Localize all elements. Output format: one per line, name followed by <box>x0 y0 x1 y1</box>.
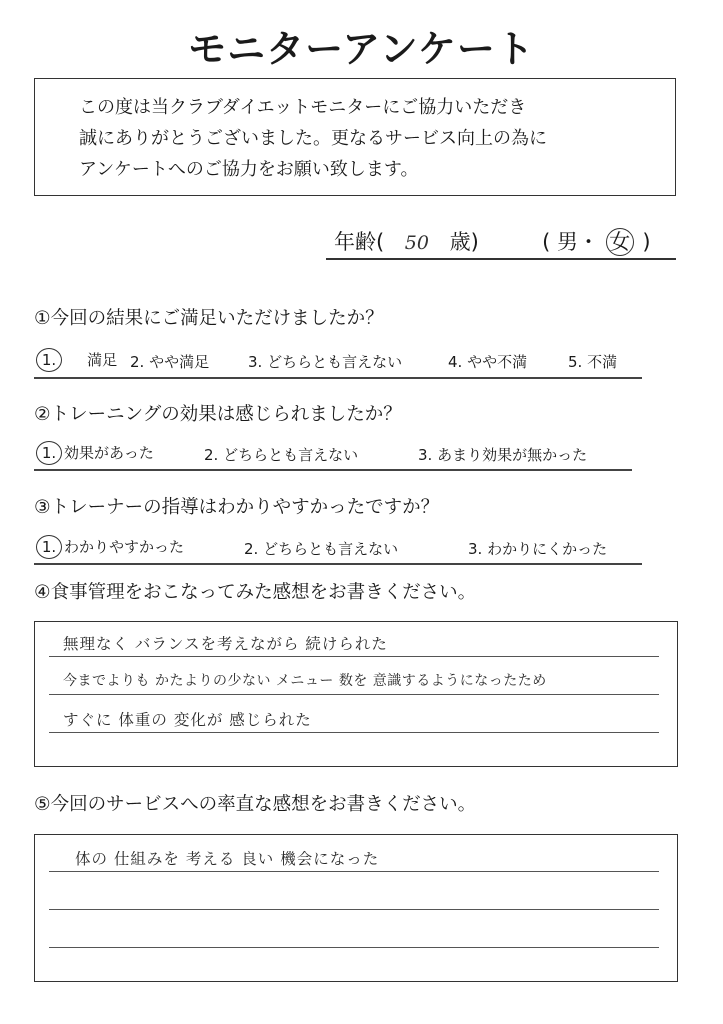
q2-option-2[interactable]: 2. どちらとも言えない <box>204 446 359 464</box>
question-1: ①今回の結果にご満足いただけましたか？ <box>34 308 384 329</box>
q3-option-1[interactable]: 1. わかりやすかった <box>36 535 184 559</box>
intro-box <box>34 78 676 196</box>
q4-answer-line-3: すぐに 体重の 変化が 感じられた <box>63 711 312 729</box>
q2-option-3[interactable]: 3. あまり効果が無かった <box>418 446 588 464</box>
question-4: ④食事管理をおこなってみた感想をお書きください。 <box>34 582 477 603</box>
q5-answer-box[interactable] <box>34 834 678 982</box>
age-unit: 歳) <box>449 230 479 254</box>
q4-answer-box[interactable] <box>34 621 678 767</box>
q4-writing-line-2 <box>49 694 659 695</box>
q5-answer-line-1: 体の 仕組みを 考える 良い 機会になった <box>75 850 380 868</box>
q2-rule <box>34 469 632 471</box>
q4-writing-line-1 <box>49 656 659 657</box>
page-title: モニターアンケート <box>188 27 535 71</box>
q5-writing-line-3 <box>49 947 659 948</box>
question-5: ⑤今回のサービスへの率直な感想をお書きください。 <box>34 794 477 815</box>
q3-selected-circle: 1. <box>36 535 62 559</box>
q3-option-3[interactable]: 3. わかりにくかった <box>468 540 608 558</box>
q4-answer-line-1: 無理なく バランスを考えながら 続けられた <box>63 635 388 653</box>
q1-rule <box>34 377 642 379</box>
q1-option-1[interactable]: 1. 満足 <box>36 348 117 372</box>
q1-option-3[interactable]: 3. どちらとも言えない <box>248 353 403 371</box>
q4-answer-line-2: 今までよりも かたよりの少ない メニュー 数を 意識するようになったため <box>63 673 547 689</box>
question-2: ②トレーニングの効果は感じられましたか？ <box>34 404 402 425</box>
gender-female-selected[interactable] <box>606 228 634 256</box>
gender-close: ) <box>642 230 651 254</box>
age-underline <box>326 258 676 260</box>
intro-line-2: 誠にありがとうございました。更なるサービス向上の為に <box>79 128 547 149</box>
age-gender-row <box>334 226 651 256</box>
q1-option-4[interactable]: 4. やや不満 <box>448 353 528 371</box>
q2-selected-circle: 1. <box>36 441 62 465</box>
age-label: 年齢( <box>334 230 385 254</box>
intro-line-3: アンケートへのご協力をお願い致します。 <box>79 159 419 180</box>
question-3: ③トレーナーの指導はわかりやすかったですか？ <box>34 497 440 518</box>
q1-option-2[interactable]: 2. やや満足 <box>130 353 210 371</box>
age-value[interactable]: 50 <box>404 232 429 254</box>
q4-writing-line-3 <box>49 732 659 733</box>
gender-open: ( 男・ <box>542 230 600 254</box>
intro-line-1: この度は当クラブダイエットモニターにご協力いただき <box>79 97 527 118</box>
q1-option-5[interactable]: 5. 不満 <box>568 353 618 371</box>
q5-writing-line-2 <box>49 909 659 910</box>
q3-rule <box>34 563 642 565</box>
gender-female-label: 女 <box>609 230 631 254</box>
q3-option-2[interactable]: 2. どちらとも言えない <box>244 540 399 558</box>
q1-selected-circle: 1. <box>36 348 62 372</box>
q5-writing-line-1 <box>49 871 659 872</box>
q2-option-1[interactable]: 1. 効果があった <box>36 441 154 465</box>
